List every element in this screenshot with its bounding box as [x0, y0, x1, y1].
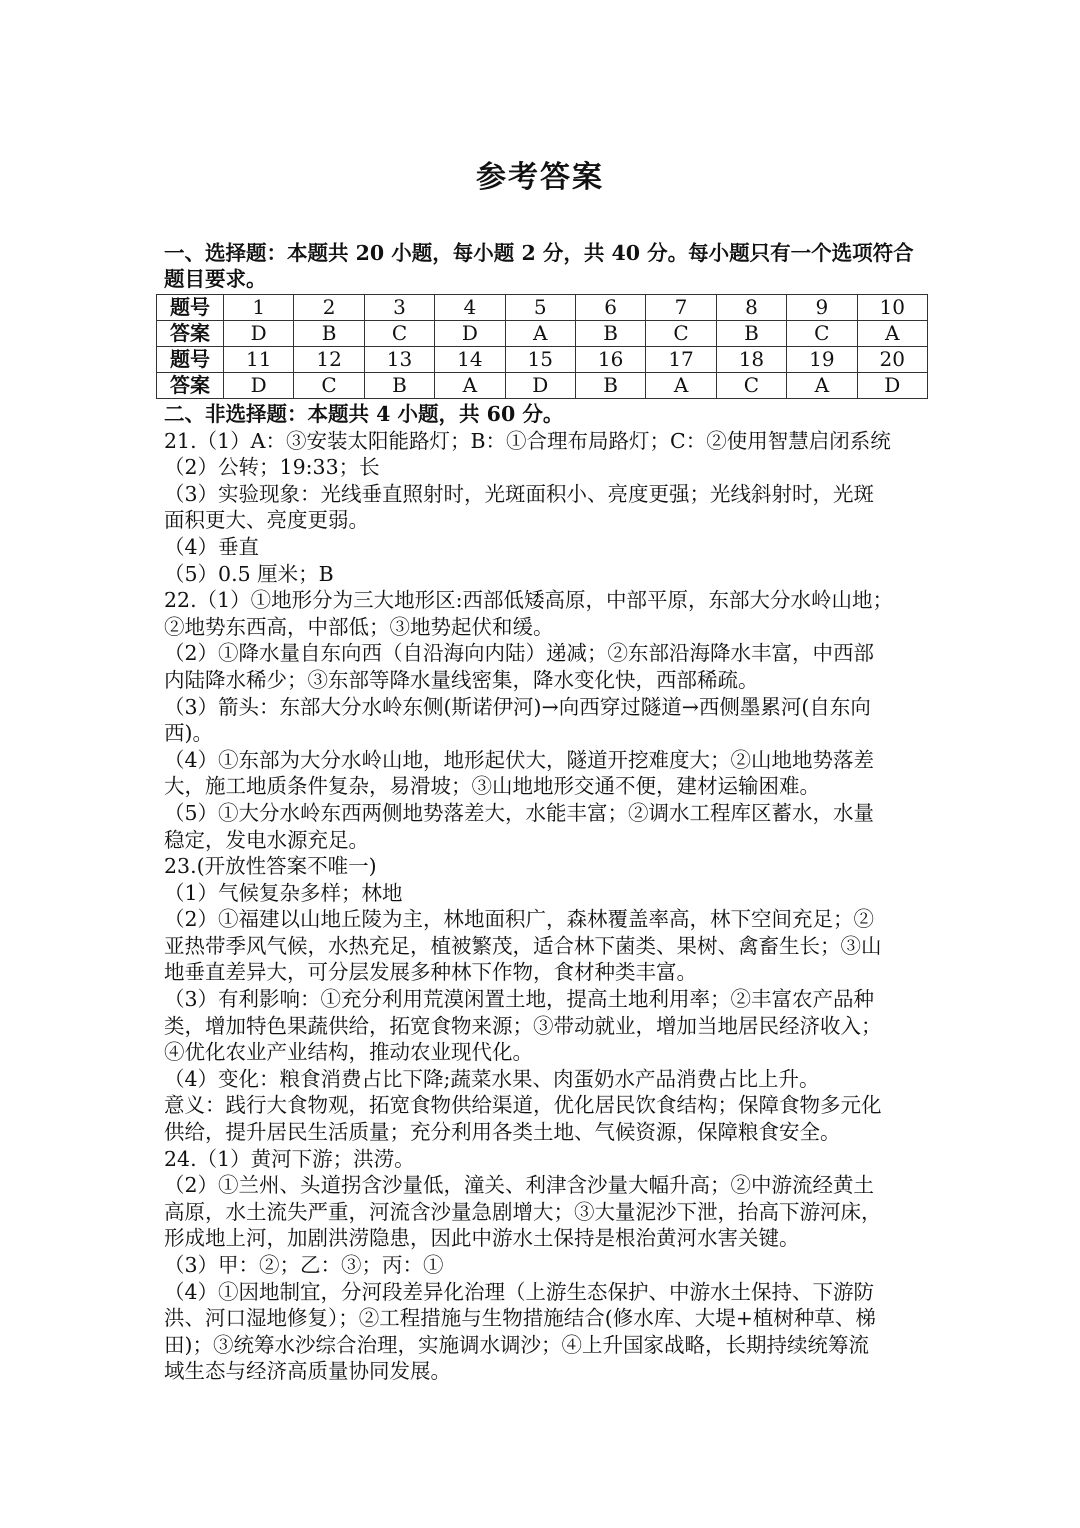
answer-cell: D [435, 321, 505, 347]
answer-line: （3）实验现象：光线垂直照射时，光斑面积小、亮度更强；光线斜射时，光斑 [164, 481, 875, 506]
question-number: 12 [294, 347, 364, 373]
answer-cell: C [646, 321, 716, 347]
question-number: 11 [224, 347, 294, 373]
answer-cell: D [857, 373, 927, 399]
answer-line: （2）公转；19:33；长 [164, 455, 380, 480]
row-label-answer: 答案 [157, 373, 224, 399]
answer-line: （5）①大分水岭东西两侧地势落差大，水能丰富；②调水工程库区蓄水，水量 [164, 800, 875, 825]
answer-cell: B [575, 373, 645, 399]
answer-line: 田)；③统筹水沙综合治理，实施调水调沙；④上升国家战略，长期持续统筹流 [164, 1332, 869, 1357]
answer-line: 内陆降水稀少；③东部等降水量线密集，降水变化快，西部稀疏。 [164, 667, 759, 692]
answer-line: （2）①兰州、头道拐含沙量低，潼关、利津含沙量大幅升高；②中游流经黄土 [164, 1173, 875, 1198]
answer-cell: A [787, 373, 857, 399]
table-row-answers-1 [157, 321, 928, 347]
question-number: 6 [575, 295, 645, 321]
question-number: 19 [787, 347, 857, 373]
answer-cell: C [294, 373, 364, 399]
answer-cell: D [224, 373, 294, 399]
answer-line: 形成地上河，加剧洪涝隐患，因此中游水土保持是根治黄河水害关键。 [164, 1226, 800, 1251]
answer-line: 24.（1）黄河下游；洪涝。 [164, 1146, 415, 1171]
table-row-numbers-2 [157, 347, 928, 373]
answer-line: 稳定，发电水源充足。 [164, 827, 369, 852]
question-number: 18 [716, 347, 786, 373]
answer-line: 23.(开放性答案不唯一) [164, 854, 377, 879]
answer-line: 21.（1）A：③安装太阳能路灯；B：①合理布局路灯；C：②使用智慧启闭系统 [164, 428, 891, 453]
row-label-answer: 答案 [157, 321, 224, 347]
question-number: 4 [435, 295, 505, 321]
answer-cell: C [364, 321, 434, 347]
answer-line: 洪、河口湿地修复）；②工程措施与生物措施结合(修水库、大堤+植树种草、梯 [164, 1306, 876, 1331]
table-row-numbers-1 [157, 295, 928, 321]
answer-cell: B [575, 321, 645, 347]
answer-line: 类，增加特色果蔬供给，拓宽食物来源；③带动就业，增加当地居民经济收入； [164, 1013, 882, 1038]
answer-line: 意义：践行大食物观，拓宽食物供给渠道，优化居民饮食结构；保障食物多元化 [164, 1093, 882, 1118]
answer-line: （5）0.5 厘米；B [164, 561, 334, 586]
answer-line: 亚热带季风气候，水热充足，植被繁茂，适合林下菌类、果树、禽畜生长；③山 [164, 933, 882, 958]
row-label-question: 题号 [157, 295, 224, 321]
answer-line: （2）①福建以山地丘陵为主，林地面积广，森林覆盖率高，林下空间充足；② [164, 907, 875, 932]
answer-cell: A [646, 373, 716, 399]
question-number: 1 [224, 295, 294, 321]
question-number: 17 [646, 347, 716, 373]
answer-line: 22.（1）①地形分为三大地形区:西部低矮高原，中部平原，东部大分水岭山地； [164, 588, 894, 613]
answer-line: 面积更大、亮度更弱。 [164, 508, 369, 533]
page-title: 参考答案 [476, 160, 604, 195]
answer-line: 供给，提升居民生活质量；充分利用各类土地、气候资源，保障粮食安全。 [164, 1120, 841, 1145]
answer-line: （1）气候复杂多样；林地 [164, 880, 403, 905]
answer-line: 西)。 [164, 721, 213, 746]
answer-cell: C [716, 373, 786, 399]
question-number: 14 [435, 347, 505, 373]
table-row-answers-2 [157, 373, 928, 399]
answer-line: （2）①降水量自东向西（自沿海向内陆）递减；②东部沿海降水丰富，中西部 [164, 641, 875, 666]
answer-line: （3）有利影响：①充分利用荒漠闲置土地，提高土地利用率；②丰富农产品种 [164, 987, 875, 1012]
answer-line: （3）箭头：东部大分水岭东侧(斯诺伊河)→向西穿过隧道→西侧墨累河(自东向 [164, 694, 871, 719]
question-number: 10 [857, 295, 927, 321]
question-number: 3 [364, 295, 434, 321]
answer-line: 地垂直差异大，可分层发展多种林下作物，食材种类丰富。 [164, 960, 697, 985]
row-label-question: 题号 [157, 347, 224, 373]
section2-body [164, 428, 924, 1385]
question-number: 13 [364, 347, 434, 373]
section1-heading: 一、选择题：本题共 20 小题，每小题 2 分，共 40 分。每小题只有一个选项符合题目要求。 [164, 241, 914, 291]
answer-line: 高原，水土流失严重，河流含沙量急剧增大；③大量泥沙下泄，抬高下游河床， [164, 1199, 882, 1224]
question-number: 5 [505, 295, 575, 321]
answer-content [164, 240, 924, 1385]
answer-cell: D [224, 321, 294, 347]
question-number: 20 [857, 347, 927, 373]
answer-line: ④优化农业产业结构，推动农业现代化。 [164, 1040, 533, 1065]
question-number: 9 [787, 295, 857, 321]
question-number: 15 [505, 347, 575, 373]
question-number: 7 [646, 295, 716, 321]
answer-cell: B [716, 321, 786, 347]
answer-line: （4）①东部为大分水岭山地，地形起伏大，隧道开挖难度大；②山地地势落差 [164, 747, 875, 772]
answer-line: （3）甲：②；乙：③；丙：① [164, 1253, 444, 1277]
answer-cell: A [857, 321, 927, 347]
answer-cell: D [505, 373, 575, 399]
answer-table [156, 294, 928, 399]
answer-cell: A [505, 321, 575, 347]
answer-line: 大，施工地质条件复杂，易滑坡；③山地地形交通不便，建材运输困难。 [164, 774, 820, 799]
question-number: 2 [294, 295, 364, 321]
answer-line: （4）①因地制宜，分河段差异化治理（上游生态保护、中游水土保持、下游防 [164, 1279, 875, 1304]
answer-cell: A [435, 373, 505, 399]
answer-line: （4）变化：粮食消费占比下降;蔬菜水果、肉蛋奶水产品消费占比上升。 [164, 1066, 820, 1091]
answer-line: 域生态与经济高质量协同发展。 [164, 1359, 451, 1384]
answer-cell: C [787, 321, 857, 347]
question-number: 8 [716, 295, 786, 321]
question-number: 16 [575, 347, 645, 373]
answer-line: （4）垂直 [164, 534, 260, 559]
answer-cell: B [294, 321, 364, 347]
answer-cell: B [364, 373, 434, 399]
answer-line: ②地势东西高，中部低；③地势起伏和缓。 [164, 614, 554, 639]
section2-heading: 二、非选择题：本题共 4 小题，共 60 分。 [164, 402, 564, 426]
